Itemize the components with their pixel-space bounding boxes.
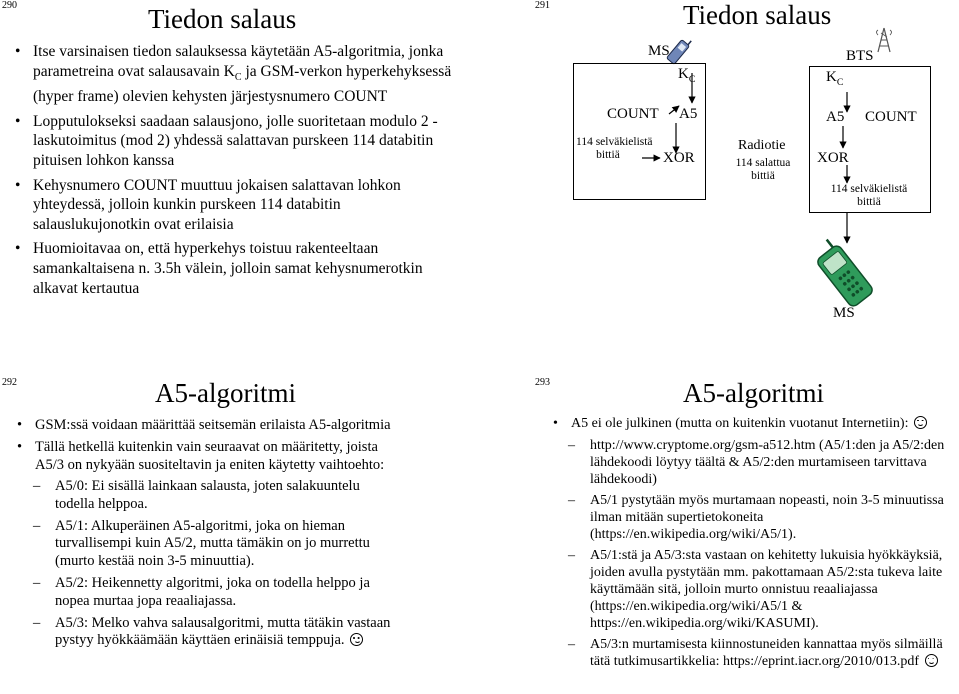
slide-290 [0,0,479,347]
ms-a5-label: A5 [679,106,698,122]
page-number: 292 [2,377,17,388]
slide-title: Tiedon salaus [683,0,832,30]
bts-kc-label: $K_C$ [826,69,844,88]
bullet-item: • Kehysnumero COUNT muuttuu jokaisen salattavan lohkon yhteydessä, jolloin kunkin purskeen 114 databitin salauslukujonotkin ovat erilaisia [15,176,455,235]
slide-title: A5-algoritmi [155,378,296,408]
slide-title: Tiedon salaus [148,4,297,34]
sub-item: – A5/3:n murtamisesta kiinnostuneiden kannattaa myös silmäillä tätä tutkimusartikkelia: https://eprint.iacr.org/2010/013.pdf [568,636,955,670]
sub-item: – A5/0: Ei sisällä lainkaan salausta, joten salakuuntelu todella helppoa. [33,478,402,513]
smiley-icon [914,416,927,429]
bullet-item: • Huomioitavaa on, että hyperkehys toistuu rakenteeltaan samankaltaisena n. 3.5h välein, jolloin samat kehysnumerotkin alkavat kertautua [15,239,455,298]
slide-292 [0,347,479,694]
slide-293 [480,347,959,694]
ms-bottom-label: MS [833,305,855,321]
smiley-icon [925,654,938,667]
sub-item: – A5/3: Melko vahva salausalgoritmi, mutta tätäkin vastaan pystyy hyökkäämään käyttäen erinäisiä temppuja. [33,615,402,650]
bullet-item: • Lopputulokseksi saadaan salausjono, jolle suoritetaan modulo 2 -laskutoimitus (mod 2) yhdessä salattavan purskeen 114 databitin pituisen lohkon kanssa [15,112,455,171]
sub-item: – A5/1: Alkuperäinen A5-algoritmi, joka on hieman turvallisempi kuin A5/2, mutta tämäkin on jo murrettu (murto kestää noin 3-5 minuuttia). [33,518,402,570]
smiley-icon [350,633,363,646]
bts-label: BTS [846,48,874,64]
ms-plain-bits-label: 114 selväkielistä bittiä [576,136,653,161]
bullet-item: • Tällä hetkellä kuitenkin vain seuraavat on määritetty, joista A5/3 on nykyään suositeltavin ja eniten käytetty vaihtoehto: – A5/0: Ei sisällä lainkaan salausta, joten salakuuntelu todella helppoa. – A5/1: Alkuperäinen A5-algoritmi, joka on hieman turvallisempi kuin A5/2, mutta tämäkin on jo murrettu (murto kestää noin 3-5 minuuttia). – A5/2: Heikennetty algoritmi, joka on todella helppo ja nopea murtaa jopa reaaliajassa. – A5/3: Melko vahva salausalgoritmi, mutta tätäkin vastaan pystyy hyökkäämään käyttäen erinäisiä temppuja. [17,439,402,649]
sub-item: – A5/1 pystytään myös murtamaan nopeasti, noin 3-5 minuutissa ilman mitään supertietokoneita (https://en.wikipedia.org/wiki/A5/1). [568,492,955,543]
mobile-phone-icon [666,36,692,65]
cipher-bits-label: 114 salattua bittiä [735,157,791,182]
mobile-phone-picture [809,236,874,308]
slide-title: A5-algoritmi [683,378,824,408]
page-number: 290 [2,0,17,11]
sub-item: – http://www.cryptome.org/gsm-a512.htm (A5/1:den ja A5/2:den lähdekoodi löytyy täältä & A5/2:den murtamiseen tarvittava lähdekoodi) [568,437,955,488]
bullet-list [17,417,402,650]
bts-xor-label: XOR [817,150,849,166]
page-number: 293 [535,377,550,388]
bts-plain-bits-label: 114 selväkielistä bittiä [830,183,908,208]
ms-kc-label: $K_C$ [678,66,696,85]
bts-count-label: COUNT [865,109,917,125]
sub-item: – A5/1:stä ja A5/3:sta vastaan on kehitetty lukuisia hyökkäyksiä, joiden avulla pystytään mm. pakottamaan A5/2:sta tukeva laite käyttämään sitä, jolloin murto onnistuu reaaliajassa (https://en.wikipedia.org/wiki/A5/1 & https://en.wikipedia.org/wiki/KASUMI). [568,547,955,632]
ms-count-label: COUNT [607,106,659,122]
slide-291 [480,0,959,347]
bullet-item: • Itse varsinaisen tiedon salauksessa käytetään A5-algoritmia, jonka parametreina ovat salausavain $K_C$ ja GSM-verkon hyperkehyksessä (hyper frame) olevien kehysten järjestysnumero COUNT [15,42,455,107]
ms-label: MS [648,43,670,59]
ms-xor-label: XOR [663,150,695,166]
sub-list [568,437,955,670]
bullet-list [15,42,455,298]
sub-list [33,478,402,650]
bullet-item: • A5 ei ole julkinen (mutta on kuitenkin vuotanut Internetiin): – http://www.cryptome.org/gsm-a512.htm (A5/1:den ja A5/2:den lähdekoodi löytyy täältä & A5/2:den murtamiseen tarvittava lähdekoodi) – A5/1 pystytään myös murtamaan nopeasti, noin 3-5 minuutissa ilman mitään supertietokoneita (https://en.wikipedia.org/wiki/A5/1). – A5/1:stä ja A5/3:sta vastaan on kehitetty lukuisia hyökkäyksiä, joiden avulla pystytään mm. pakottamaan A5/2:sta tukeva laite käyttämään sitä, jolloin murto onnistuu reaaliajassa (https://en.wikipedia.org/wiki/A5/1 & https://en.wikipedia.org/wiki/KASUMI). – A5/3:n murtamisesta kiinnostuneiden kannattaa myös silmäillä tätä tutkimusartikkelia: https://eprint.iacr.org/2010/013.pdf [553,415,955,670]
bullet-item: • GSM:ssä voidaan määrittää seitsemän erilaista A5-algoritmia [17,417,402,434]
page-number: 291 [535,0,550,11]
radio-path-label: Radiotie [738,138,786,153]
bullet-list [553,415,955,670]
bts-a5-label: A5 [826,109,845,125]
antenna-tower-icon [877,28,892,52]
sub-item: – A5/2: Heikennetty algoritmi, joka on todella helppo ja nopea murtaa jopa reaaliajassa. [33,575,402,610]
